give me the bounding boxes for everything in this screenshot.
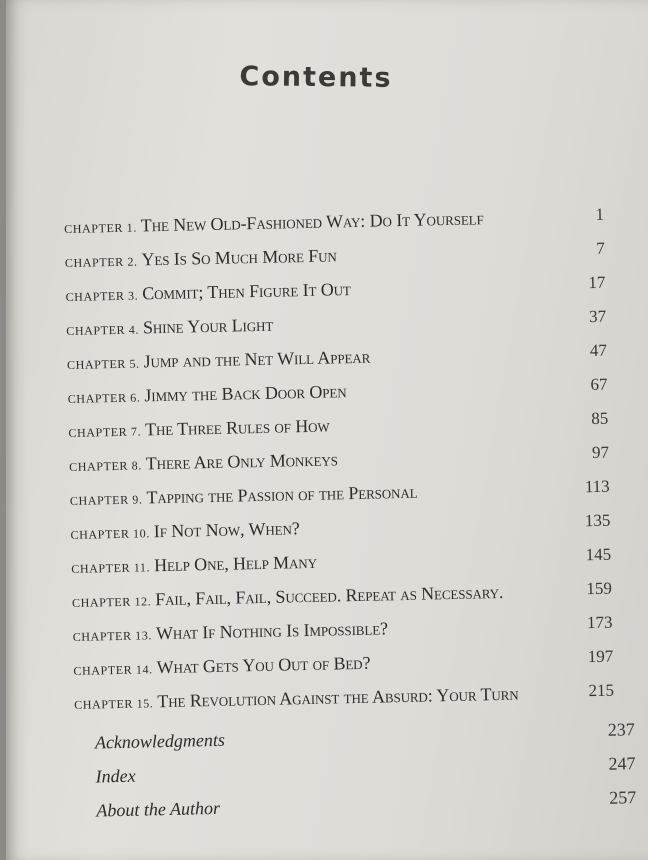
chapter-title: Jump and the Net Will Appear: [143, 346, 371, 372]
chapter-label: CHAPTER 12.: [71, 594, 152, 610]
chapter-label: CHAPTER 7.: [68, 424, 142, 440]
page-number: 17: [588, 272, 606, 293]
page-number: 247: [608, 753, 636, 774]
chapter-label: CHAPTER 10.: [70, 526, 151, 542]
back-matter-title: About the Author: [96, 797, 221, 821]
page-number: 159: [586, 578, 613, 599]
chapter-title: Jimmy the Back Door Open: [144, 381, 347, 406]
toc-entry: [74, 677, 615, 718]
chapter-label: CHAPTER 11.: [71, 560, 151, 576]
page-number: 7: [596, 238, 605, 258]
page-number: 37: [588, 306, 607, 327]
chapter-title: The Revolution Against the Absurd: Your Turn: [157, 683, 519, 712]
chapter-title: Commit; Then Figure It Out: [142, 279, 351, 304]
book-page: [6, 0, 648, 860]
chapter-title: Shine Your Light: [142, 314, 274, 338]
toc-back-entry: [96, 784, 637, 825]
page-number: 85: [591, 408, 609, 429]
back-matter-title: Index: [95, 765, 136, 787]
page-number: 197: [587, 646, 614, 667]
page-number: 97: [591, 442, 610, 463]
page-number: 135: [584, 510, 611, 531]
chapter-title: What Gets You Out of Bed?: [156, 652, 371, 678]
chapter-label: CHAPTER 8.: [69, 458, 142, 474]
page-number: 237: [607, 719, 635, 740]
chapter-label: CHAPTER 1.: [64, 220, 138, 237]
chapter-title: Tapping the Passion of the Personal: [146, 481, 418, 508]
chapter-label: CHAPTER 2.: [64, 254, 138, 271]
page-number: 1: [595, 204, 605, 224]
chapter-label: CHAPTER 3.: [65, 288, 139, 305]
page-number: 173: [586, 612, 613, 633]
chapter-title: Yes Is So Much More Fun: [141, 245, 337, 270]
page-number: 47: [589, 340, 608, 361]
chapter-title: What If Nothing Is Impossible?: [155, 618, 389, 644]
table-of-contents: [6, 0, 648, 860]
chapter-label: CHAPTER 15.: [74, 696, 154, 712]
chapter-title: Help One, Help Many: [153, 551, 318, 576]
page-number: 113: [584, 476, 610, 497]
contents-heading: Contents: [239, 61, 393, 94]
chapter-title: Fail, Fail, Fail, Succeed. Repeat as Necessary.: [155, 581, 504, 610]
chapter-label: CHAPTER 4.: [66, 322, 140, 339]
chapter-label: CHAPTER 9.: [69, 492, 143, 508]
chapter-title: The New Old-Fashioned Way: Do It Yourself: [140, 208, 484, 236]
chapter-label: CHAPTER 6.: [67, 390, 141, 407]
chapter-label: CHAPTER 5.: [66, 356, 140, 373]
chapter-title: If Not Now, When?: [153, 518, 300, 542]
page-number: 215: [588, 680, 615, 701]
page-number: 257: [609, 787, 637, 808]
chapter-title: There Are Only Monkeys: [145, 449, 338, 474]
chapter-label: CHAPTER 14.: [73, 662, 153, 678]
page-number: 67: [590, 374, 608, 395]
chapter-title: The Three Rules of How: [144, 415, 330, 440]
page-number: 145: [585, 544, 612, 565]
chapter-label: CHAPTER 13.: [72, 628, 153, 644]
back-matter-title: Acknowledgments: [94, 729, 226, 753]
